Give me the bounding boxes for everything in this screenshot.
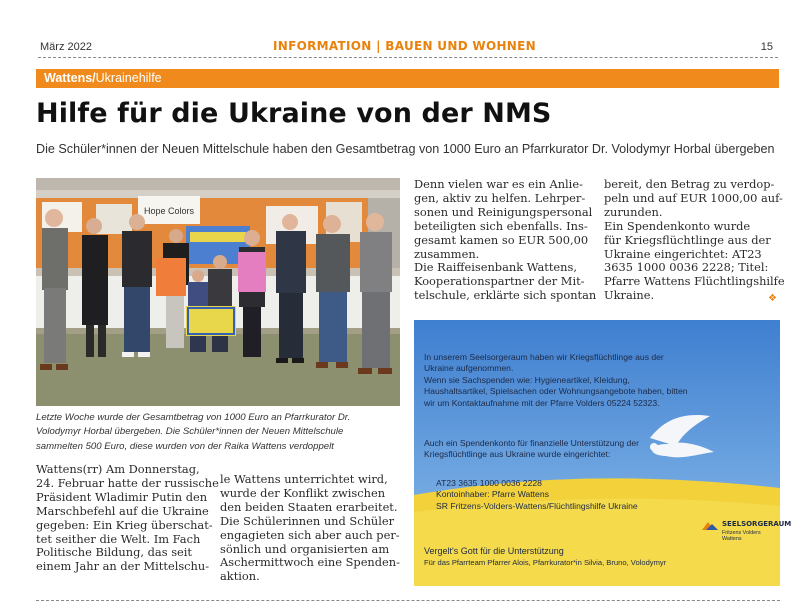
- article-column-3: [414, 177, 597, 303]
- page-number: 15: [760, 41, 773, 53]
- text-line: Die Raiffeisenbank Wattens,: [414, 260, 577, 275]
- text-line: Marschbefehl auf die Ukraine: [36, 503, 209, 518]
- article-subline: Die Schüler*innen der Neuen Mittelschule haben den Gesamtbetrag von 1000 Euro an Pfarrkurator Dr. Volodymyr Horbal übergeben: [36, 142, 775, 156]
- text-line: sönlich und organisierten am: [220, 541, 390, 556]
- text-line: Pfarre Wattens Flüchtlingshilfe: [604, 274, 785, 289]
- kicker: [44, 71, 162, 85]
- text-line: bereit, den Betrag zu verdop-: [604, 177, 775, 191]
- section-title: INFORMATION | BAUEN UND WOHNEN: [273, 39, 536, 53]
- banner-text: Hope Colors: [144, 206, 195, 216]
- text-line: gegeben: Ein Krieg überschat-: [36, 517, 213, 532]
- text-line: Wattens(rr) Am Donnerstag,: [36, 462, 200, 476]
- ad-logo-title: SEELSORGERAUM: [722, 520, 792, 528]
- ad-line: Ukraine aufgenommen.: [424, 363, 514, 374]
- text-line: aktion.: [220, 569, 260, 584]
- ad-line: SR Fritzens-Volders-Wattens/Flüchtlingshilfe Ukraine: [436, 500, 638, 511]
- article-column-4: [604, 177, 785, 303]
- ad-line: Kontoinhaber: Pfarre Wattens: [436, 489, 549, 500]
- ad-account-intro: [424, 438, 639, 461]
- group-photo-illustration: [36, 178, 400, 406]
- text-line: Politische Bildung, das seit: [36, 545, 192, 560]
- text-line: 24. Februar hatte der russische: [36, 475, 219, 490]
- text-line: sonen und Reinigungspersonal: [414, 204, 593, 219]
- text-line: gen, aktiv zu helfen. Lehrper-: [414, 190, 586, 205]
- ad-line: Wenn sie Sachspenden wie: Hygieneartikel, Kleidung,: [424, 374, 630, 385]
- text-line: Aschermittwoch eine Spenden-: [220, 555, 400, 570]
- text-line: tet seither die Welt. Im Fach: [36, 531, 201, 546]
- text-line: beteiligten sich ebenfalls. Ins-: [414, 218, 588, 233]
- text-line: Präsident Wladimir Putin den: [36, 489, 208, 504]
- text-line: Denn vielen war es ein Anlie-: [414, 177, 583, 191]
- text-line: den beiden Staaten erarbeitet.: [220, 499, 398, 514]
- text-line: Ukraine eingerichtet: AT23: [604, 246, 762, 261]
- ad-thanks-line: Vergelt's Gott für die Unterstützung: [424, 546, 564, 556]
- ad-line: Auch ein Spendenkonto für finanzielle Unterstützung der: [424, 438, 639, 448]
- article-column-2: [220, 473, 400, 584]
- kicker-place: Wattens/: [44, 71, 96, 85]
- text-line: einem Jahr an der Mittelschu-: [36, 559, 210, 574]
- article-headline: Hilfe für die Ukraine von der NMS: [36, 98, 552, 129]
- end-marker-icon: ❖: [768, 293, 777, 304]
- text-line: zusammen.: [414, 246, 480, 261]
- text-line: le Wattens unterrichtet wird,: [220, 472, 388, 486]
- text-line: peln und auf EUR 1000,00 auf-: [604, 190, 783, 205]
- text-line: Ein Spendenkonto wurde: [604, 218, 751, 233]
- article-column-1: [36, 462, 219, 574]
- text-line: Ukraine.: [604, 288, 655, 303]
- text-line: gesamt kamen so EUR 500,00: [414, 232, 589, 247]
- caption-line: Letzte Woche wurde der Gesamtbetrag von 1000 Euro an Pfarrkurator Dr.: [36, 412, 351, 423]
- ad-signature: Für das Pfarrteam Pfarrer Alois, Pfarrkurator*in Silvia, Bruno, Volodymyr: [424, 558, 667, 568]
- text-line: für Kriegsflüchtlinge aus der: [604, 232, 771, 247]
- text-line: 3635 1000 0036 2228; Titel:: [604, 260, 769, 275]
- photo-caption: [36, 411, 400, 454]
- ad-logo-subtitle: Fritzens Volders Wattens: [722, 530, 761, 542]
- ad-account-details: [436, 478, 638, 512]
- ad-thanks: [424, 546, 666, 569]
- caption-line: Volodymyr Horbal übergeben. Die Schüler*innen der Neuen Mittelschule: [36, 426, 344, 438]
- ad-line: AT23 3635 1000 0036 2228: [436, 478, 542, 488]
- text-line: engagieten sich aber auch per-: [220, 527, 400, 542]
- ad-line: In unserem Seelsorgeraum haben wir Kriegsflüchtlinge aus der: [424, 352, 664, 362]
- caption-line: sammelten 500 Euro, diese wurden von der Raika Wattens verdoppelt: [36, 440, 334, 452]
- ad-line: wir um Kontaktaufnahme mit der Pfarre Volders 05224 52323.: [424, 397, 660, 408]
- issue-date: März 2022: [40, 41, 92, 53]
- ad-line: Kriegsflüchtlinge aus Ukraine wurde eingerichtet:: [424, 449, 611, 460]
- ad-line: Haushaltsartikel, Spielsachen oder Wohnungsangebote haben, bitten: [424, 386, 688, 397]
- text-line: telschule, erklärte sich spontan: [414, 288, 597, 303]
- kicker-topic: Ukrainehilfe: [95, 71, 162, 85]
- text-line: zurunden.: [604, 204, 663, 219]
- text-line: wurde der Konflikt zwischen: [220, 485, 386, 500]
- ad-info-text: [424, 352, 688, 409]
- footer-divider: [36, 600, 780, 601]
- header-divider: [38, 57, 778, 58]
- article-photo: [36, 178, 400, 406]
- donation-ad: [414, 320, 792, 586]
- text-line: Die Schülerinnen und Schüler: [220, 513, 395, 528]
- text-line: Kooperationspartner der Mit-: [414, 274, 585, 289]
